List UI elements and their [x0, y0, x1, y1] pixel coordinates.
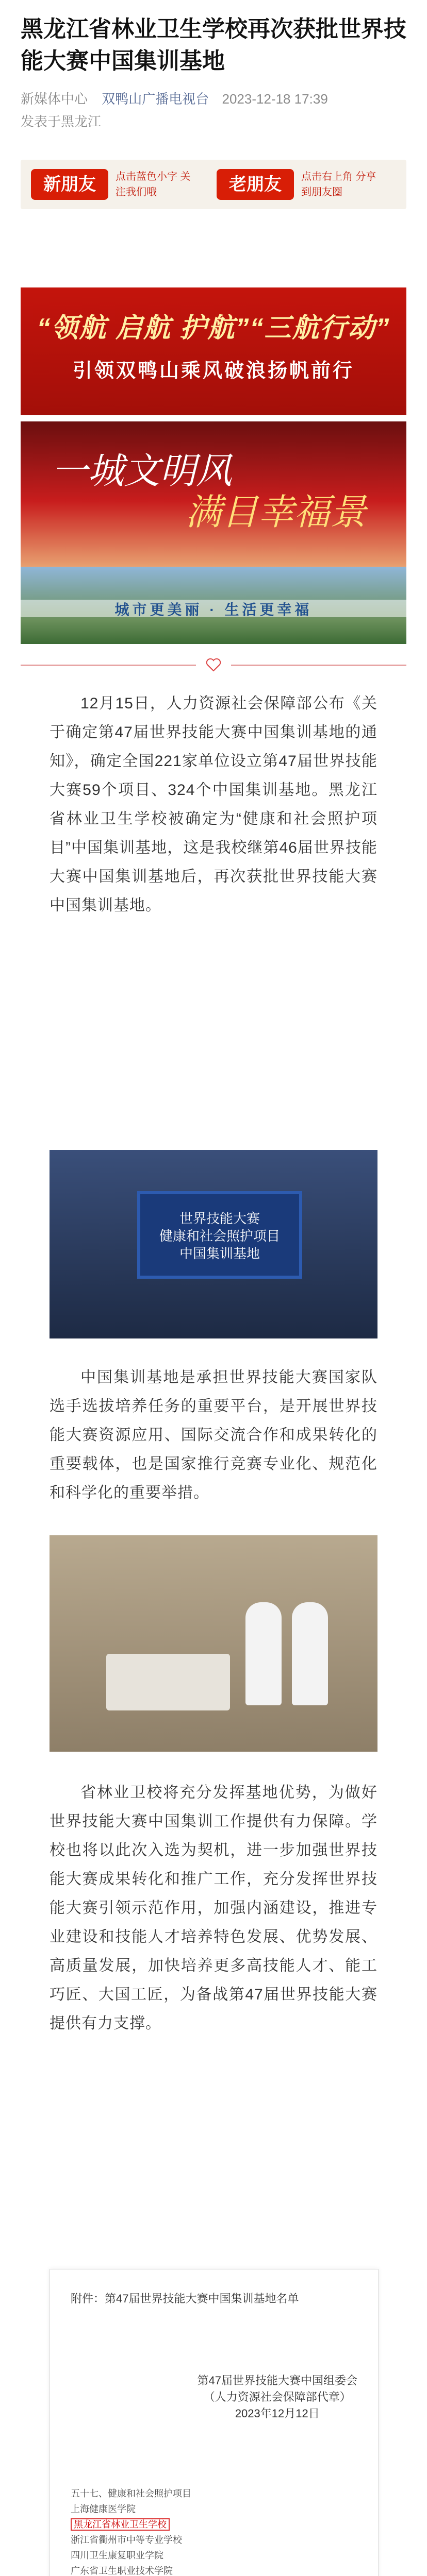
- article-meta: [21, 89, 406, 109]
- paragraph-3: 省林业卫校将充分发挥基地优势，为做好世界技能大赛中国集训工作提供有力保障。学校也将以此次入选为契机，进一步加强世界技能大赛成果转化和推广工作，充分发挥世界技能大赛引领示范作用，加强内涵建设，推进专业建设和技能人才培养特色发展、优势发展、高质量发展，加快培养更多高技能人才、能工巧匠、大国工匠，为备战第47届世界技能大赛提供有力支撑。: [50, 1784, 377, 2032]
- old-fans-label: 老朋友: [217, 169, 294, 200]
- notice-document-image: [50, 2269, 379, 2576]
- sign-line1: 世界技能大赛: [179, 1211, 260, 1226]
- old-fans-tip: 点击右上角 分享到朋友圈: [301, 171, 376, 198]
- slogan-banner: [21, 287, 406, 415]
- trainee-figure: [292, 1602, 328, 1705]
- new-fans-tip: 点击蓝色小字 关注我们哦: [116, 171, 191, 198]
- source-label: 新媒体中心: [21, 91, 88, 107]
- heart-divider: [21, 657, 406, 673]
- paragraph-2: 中国集训基地是承担世界技能大赛国家队选手选拔培养任务的重要平台，是开展世界技能大赛资源应用、国际交流合作和成果转化的重要载体，也是国家推行竞赛专业化、规范化和科学化的重要举措。: [50, 1369, 377, 1501]
- publish-date: 2023-12-18 17:39: [222, 91, 328, 107]
- article-title: 黑龙江省林业卫生学校再次获批世界技能大赛中国集训基地: [21, 16, 406, 74]
- sign-line3: 中国集训基地: [179, 1246, 260, 1261]
- issuer-line2: （人力资源社会保障部代章）: [203, 2391, 351, 2403]
- list-item: 上海健康医学院: [71, 2504, 136, 2514]
- slogan-line1: “领航 启航 护航”“三航行动”: [37, 313, 390, 343]
- slogan-line2: 引领双鸭山乘风破浪扬帆前行: [72, 360, 354, 382]
- heart-icon: [207, 659, 220, 671]
- issuer-line1: 第47届世界技能大赛中国组委会: [197, 2374, 357, 2387]
- sign-line2: 健康和社会照护项目: [159, 1228, 280, 1244]
- city-banner-text: 城市更美丽 · 生活更幸福: [114, 602, 313, 618]
- issue-date: 2023年12月12日: [235, 2407, 320, 2420]
- training-base-sign-photo: [50, 1150, 377, 1338]
- training-bed: [106, 1654, 230, 1710]
- city-banner: [21, 567, 406, 644]
- civil-line1: 一城文明风: [52, 450, 232, 492]
- list-item: 浙江省衢州市中等专业学校: [71, 2535, 182, 2545]
- list-item: 广东省卫生职业技术学院: [71, 2566, 173, 2576]
- follow-banner: [21, 160, 406, 209]
- base-list: [71, 2486, 191, 2576]
- paragraph-1: 12月15日，人力资源社会保障部公布《关于确定第47届世界技能大赛中国集训基地的通知》，确定全国221家单位设立第47届世界技能大赛59个项目、324个中国集训基地。黑龙江省林业卫生学校被确定为“健康和社会照护项目”中国集训基地，这是我校继第46届世界技能大赛中国集训基地后，再次获批世界技能大赛中国集训基地。: [50, 695, 377, 914]
- author-link[interactable]: 双鸭山广播电视台: [102, 91, 209, 107]
- highlighted-school: 黑龙江省林业卫生学校: [71, 2518, 170, 2531]
- publish-location: 发表于黑龙江: [21, 114, 102, 129]
- civilization-banner: [21, 421, 406, 567]
- base-sign: [137, 1191, 302, 1279]
- list-title: 五十七、健康和社会照护项目: [71, 2488, 191, 2499]
- trainee-figure: [245, 1602, 282, 1705]
- article-header: [0, 0, 427, 132]
- civil-line2: 满目幸福景: [186, 491, 366, 533]
- list-item-highlight: [71, 2517, 191, 2532]
- care-training-photo: [50, 1535, 377, 1752]
- list-item: 四川卫生康复职业学院: [71, 2550, 163, 2561]
- new-fans-label: 新朋友: [31, 169, 108, 200]
- document-issuer: [198, 2372, 357, 2422]
- document-caption: 附件：第47届世界技能大赛中国集训基地名单: [71, 2292, 299, 2305]
